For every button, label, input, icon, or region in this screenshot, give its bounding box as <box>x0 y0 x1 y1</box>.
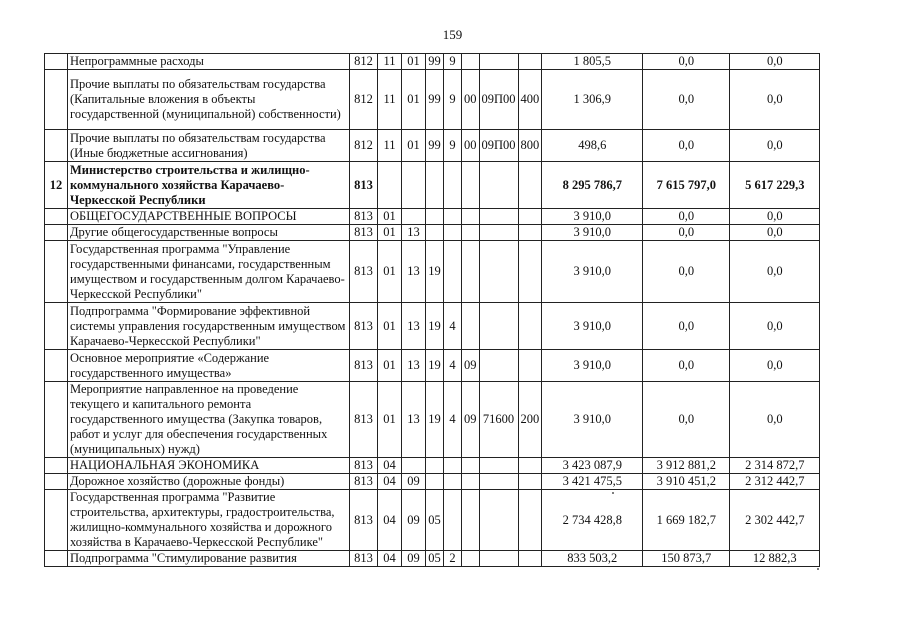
row-name: Другие общегосударственные вопросы <box>68 225 350 241</box>
code-cs2: 9 <box>444 70 462 130</box>
amount-year-3: 0,0 <box>730 209 820 225</box>
amount-year-2: 0,0 <box>643 382 730 458</box>
code-gr: 812 <box>350 130 378 162</box>
amount-year-1: 3 910,0 <box>542 382 643 458</box>
amount-year-3: 0,0 <box>730 130 820 162</box>
code-gr: 813 <box>350 241 378 303</box>
code-gr: 813 <box>350 350 378 382</box>
row-number <box>45 130 68 162</box>
code-cs4 <box>479 350 518 382</box>
code-pr: 01 <box>402 130 426 162</box>
amount-year-1: 3 910,0 <box>542 209 643 225</box>
code-cs1: 99 <box>426 130 444 162</box>
table-row <box>45 54 820 70</box>
amount-year-3: 0,0 <box>730 70 820 130</box>
row-name: Подпрограмма "Стимулирование развития <box>68 551 350 567</box>
table-row <box>45 225 820 241</box>
code-cs4 <box>479 241 518 303</box>
code-cs1 <box>426 458 444 474</box>
row-name: Непрограммные расходы <box>68 54 350 70</box>
amount-year-3: 12 882,3 <box>730 551 820 567</box>
table-row <box>45 490 820 551</box>
code-cs3 <box>462 303 480 350</box>
amount-year-1: 3 423 087,9 <box>542 458 643 474</box>
amount-year-1: 3 910,0 <box>542 350 643 382</box>
code-gr: 813 <box>350 162 378 209</box>
amount-year-1: 1 306,9 <box>542 70 643 130</box>
code-pr <box>402 458 426 474</box>
code-cs3: 09 <box>462 350 480 382</box>
code-cs2 <box>444 241 462 303</box>
row-number <box>45 458 68 474</box>
code-rz: 11 <box>378 130 402 162</box>
row-number <box>45 225 68 241</box>
code-pr <box>402 162 426 209</box>
code-cs2 <box>444 162 462 209</box>
code-cs4: 71600 <box>479 382 518 458</box>
code-pr: 01 <box>402 54 426 70</box>
code-cs2 <box>444 209 462 225</box>
table-body <box>45 54 820 567</box>
table-row <box>45 130 820 162</box>
amount-year-1: 1 805,5 <box>542 54 643 70</box>
budget-table <box>44 53 820 567</box>
row-name: Дорожное хозяйство (дорожные фонды) <box>68 474 350 490</box>
row-name: Основное мероприятие «Содержание государственного имущества» <box>68 350 350 382</box>
code-rz: 11 <box>378 54 402 70</box>
row-number <box>45 70 68 130</box>
code-cs1 <box>426 474 444 490</box>
code-vr <box>518 350 542 382</box>
code-cs2: 4 <box>444 350 462 382</box>
table-row <box>45 209 820 225</box>
code-pr: 13 <box>402 303 426 350</box>
code-cs1 <box>426 209 444 225</box>
code-pr: 13 <box>402 382 426 458</box>
amount-year-2: 0,0 <box>643 241 730 303</box>
code-cs1: 05 <box>426 551 444 567</box>
row-name: Прочие выплаты по обязательствам государства (Иные бюджетные ассигнования) <box>68 130 350 162</box>
code-vr <box>518 54 542 70</box>
code-vr <box>518 458 542 474</box>
row-name: Государственная программа "Развитие строительства, архитектуры, градостроительства, жилищно-коммунального хозяйства и дорожного хозяйства в Карачаево-Черкесской Республике" <box>68 490 350 551</box>
code-rz: 04 <box>378 458 402 474</box>
table-row <box>45 241 820 303</box>
code-cs4 <box>479 54 518 70</box>
row-name: Подпрограмма "Формирование эффективной системы управления государственным имуществом Карачаево-Черкесской Республики" <box>68 303 350 350</box>
code-rz: 01 <box>378 350 402 382</box>
code-vr <box>518 474 542 490</box>
row-name: Государственная программа "Управление государственными финансами, государственным имуществом и государственным долгом Карачаево-Черкесской Республики" <box>68 241 350 303</box>
code-cs3 <box>462 458 480 474</box>
code-cs3 <box>462 241 480 303</box>
row-number <box>45 350 68 382</box>
code-cs1: 19 <box>426 350 444 382</box>
code-pr: 13 <box>402 350 426 382</box>
row-name: ОБЩЕГОСУДАРСТВЕННЫЕ ВОПРОСЫ <box>68 209 350 225</box>
amount-year-3: 0,0 <box>730 382 820 458</box>
code-vr: 200 <box>518 382 542 458</box>
code-cs1: 99 <box>426 70 444 130</box>
code-cs4 <box>479 490 518 551</box>
table-row <box>45 350 820 382</box>
code-vr <box>518 490 542 551</box>
amount-year-3: 5 617 229,3 <box>730 162 820 209</box>
code-pr: 13 <box>402 241 426 303</box>
code-vr <box>518 303 542 350</box>
code-cs2: 4 <box>444 382 462 458</box>
code-vr <box>518 225 542 241</box>
amount-year-1: 3 910,0 <box>542 303 643 350</box>
amount-year-2: 7 615 797,0 <box>643 162 730 209</box>
amount-year-2: 150 873,7 <box>643 551 730 567</box>
code-cs3 <box>462 490 480 551</box>
code-cs4 <box>479 474 518 490</box>
amount-year-1: 3 421 475,5 <box>542 474 643 490</box>
row-name: Прочие выплаты по обязательствам государства (Капитальные вложения в объекты государственной (муниципальной) собственности) <box>68 70 350 130</box>
table-row <box>45 382 820 458</box>
row-number <box>45 241 68 303</box>
code-cs4: 09П00 <box>479 130 518 162</box>
amount-year-3: 2 302 442,7 <box>730 490 820 551</box>
code-gr: 812 <box>350 70 378 130</box>
code-cs4 <box>479 209 518 225</box>
amount-year-2: 0,0 <box>643 70 730 130</box>
amount-year-3: 0,0 <box>730 225 820 241</box>
code-cs1: 99 <box>426 54 444 70</box>
amount-year-1: 498,6 <box>542 130 643 162</box>
code-gr: 813 <box>350 225 378 241</box>
code-rz: 04 <box>378 474 402 490</box>
amount-year-2: 1 669 182,7 <box>643 490 730 551</box>
code-cs2: 2 <box>444 551 462 567</box>
amount-year-1: 3 910,0 <box>542 225 643 241</box>
amount-year-2: 0,0 <box>643 225 730 241</box>
page-number: 159 <box>442 27 463 42</box>
code-gr: 813 <box>350 382 378 458</box>
code-cs2 <box>444 225 462 241</box>
code-vr <box>518 162 542 209</box>
scan-speck <box>817 568 819 570</box>
code-cs3 <box>462 209 480 225</box>
code-gr: 813 <box>350 551 378 567</box>
code-gr: 813 <box>350 209 378 225</box>
code-gr: 813 <box>350 303 378 350</box>
code-cs4 <box>479 162 518 209</box>
code-gr: 813 <box>350 458 378 474</box>
amount-year-1: 8 295 786,7 <box>542 162 643 209</box>
code-pr: 09 <box>402 551 426 567</box>
code-cs1 <box>426 162 444 209</box>
row-number <box>45 382 68 458</box>
code-pr <box>402 209 426 225</box>
row-number <box>45 209 68 225</box>
code-gr: 812 <box>350 54 378 70</box>
code-cs4 <box>479 551 518 567</box>
amount-year-2: 0,0 <box>643 130 730 162</box>
code-cs1: 19 <box>426 303 444 350</box>
amount-year-3: 0,0 <box>730 241 820 303</box>
code-pr: 09 <box>402 490 426 551</box>
code-rz: 04 <box>378 490 402 551</box>
amount-year-3: 0,0 <box>730 350 820 382</box>
amount-year-3: 2 314 872,7 <box>730 458 820 474</box>
amount-year-1: 833 503,2 <box>542 551 643 567</box>
code-vr: 800 <box>518 130 542 162</box>
code-cs1: 19 <box>426 382 444 458</box>
row-name: НАЦИОНАЛЬНАЯ ЭКОНОМИКА <box>68 458 350 474</box>
code-pr: 01 <box>402 70 426 130</box>
amount-year-1: 3 910,0 <box>542 241 643 303</box>
code-cs1: 19 <box>426 241 444 303</box>
code-rz: 01 <box>378 382 402 458</box>
table-row <box>45 162 820 209</box>
row-number <box>45 490 68 551</box>
amount-year-2: 3 910 451,2 <box>643 474 730 490</box>
code-cs3 <box>462 225 480 241</box>
amount-year-3: 2 312 442,7 <box>730 474 820 490</box>
code-cs3 <box>462 474 480 490</box>
code-cs2: 9 <box>444 54 462 70</box>
code-pr: 13 <box>402 225 426 241</box>
code-cs1 <box>426 225 444 241</box>
code-cs2 <box>444 490 462 551</box>
scan-speck <box>612 492 614 494</box>
table-row <box>45 458 820 474</box>
code-cs2: 9 <box>444 130 462 162</box>
code-vr <box>518 551 542 567</box>
amount-year-2: 0,0 <box>643 303 730 350</box>
code-rz: 01 <box>378 303 402 350</box>
row-number: 12 <box>45 162 68 209</box>
code-gr: 813 <box>350 474 378 490</box>
amount-year-2: 0,0 <box>643 350 730 382</box>
row-number <box>45 54 68 70</box>
amount-year-1: 2 734 428,8 <box>542 490 643 551</box>
code-rz: 11 <box>378 70 402 130</box>
code-cs2: 4 <box>444 303 462 350</box>
row-number <box>45 303 68 350</box>
table-row <box>45 70 820 130</box>
amount-year-2: 0,0 <box>643 54 730 70</box>
code-pr: 09 <box>402 474 426 490</box>
code-cs2 <box>444 474 462 490</box>
code-cs4 <box>479 458 518 474</box>
table-row <box>45 551 820 567</box>
code-vr <box>518 241 542 303</box>
code-rz: 01 <box>378 225 402 241</box>
code-cs3: 09 <box>462 382 480 458</box>
table-row <box>45 474 820 490</box>
amount-year-3: 0,0 <box>730 54 820 70</box>
code-gr: 813 <box>350 490 378 551</box>
code-cs4 <box>479 225 518 241</box>
code-cs3: 00 <box>462 130 480 162</box>
code-rz: 04 <box>378 551 402 567</box>
amount-year-2: 3 912 881,2 <box>643 458 730 474</box>
code-cs3 <box>462 162 480 209</box>
amount-year-3: 0,0 <box>730 303 820 350</box>
code-vr: 400 <box>518 70 542 130</box>
code-rz: 01 <box>378 209 402 225</box>
table-row <box>45 303 820 350</box>
code-cs3 <box>462 54 480 70</box>
code-cs3 <box>462 551 480 567</box>
code-cs1: 05 <box>426 490 444 551</box>
row-name: Мероприятие направленное на проведение текущего и капитального ремонта государственного имущества (Закупка товаров, работ и услуг для обеспечения государственных (муниципальных) нужд) <box>68 382 350 458</box>
code-cs4 <box>479 303 518 350</box>
code-cs3: 00 <box>462 70 480 130</box>
code-cs4: 09П00 <box>479 70 518 130</box>
code-vr <box>518 209 542 225</box>
row-number <box>45 551 68 567</box>
row-name: Министерство строительства и жилищно-коммунального хозяйства Карачаево-Черкесской Республики <box>68 162 350 209</box>
row-number <box>45 474 68 490</box>
code-rz: 01 <box>378 241 402 303</box>
code-cs2 <box>444 458 462 474</box>
code-rz <box>378 162 402 209</box>
amount-year-2: 0,0 <box>643 209 730 225</box>
